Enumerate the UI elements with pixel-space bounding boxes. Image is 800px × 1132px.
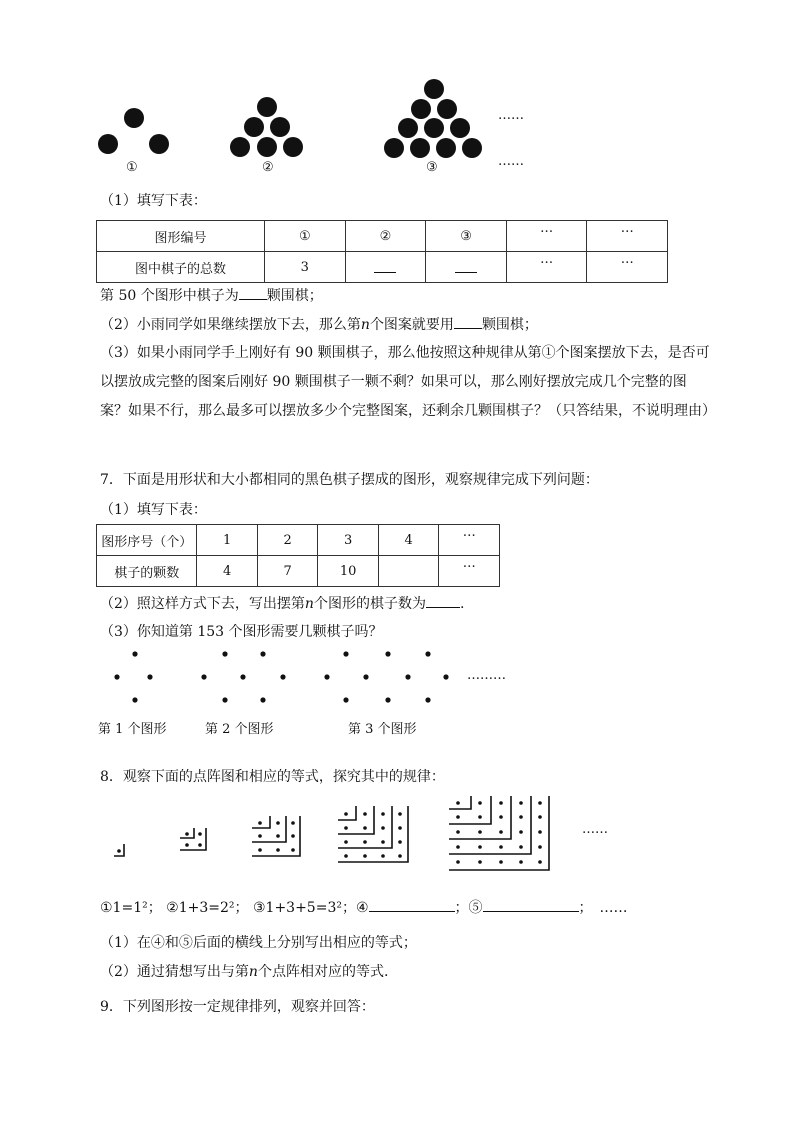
table-row xyxy=(97,525,500,556)
lattice-figure-3 xyxy=(248,814,306,860)
table-header-cell: 图形序号（个） xyxy=(97,525,197,556)
table-cell: ② xyxy=(345,221,426,252)
dot xyxy=(478,830,482,834)
q6-line-50 xyxy=(100,285,323,306)
q7-table xyxy=(96,524,500,587)
q6-part2 xyxy=(100,314,538,335)
table-header-cell: 图中棋子的总数 xyxy=(97,252,265,283)
dot xyxy=(363,812,367,816)
dot xyxy=(117,849,121,853)
q6-part1-label: （1）填写下表： xyxy=(100,193,207,209)
q8-equations xyxy=(100,897,628,918)
equation-4-label: ④ xyxy=(355,900,369,916)
ellipsis-bottom: …… xyxy=(498,154,524,169)
table-cell: 4 xyxy=(197,556,257,587)
answer-blank[interactable] xyxy=(454,314,482,329)
dot xyxy=(499,801,503,805)
dot xyxy=(398,854,402,858)
go-stone xyxy=(230,137,250,157)
dot xyxy=(222,651,227,656)
dot xyxy=(258,848,262,852)
dot-figure-label-1: 第 1 个图形 xyxy=(98,722,167,737)
table-cell: 7 xyxy=(257,556,317,587)
equation-2: ②1+3=2²； xyxy=(166,900,249,916)
dot xyxy=(276,834,280,838)
figure-label-3: ③ xyxy=(426,160,438,175)
dot xyxy=(456,830,460,834)
dot-figure-1 xyxy=(110,648,160,708)
table-header-cell: 棋子的颗数 xyxy=(97,556,197,587)
dot xyxy=(132,697,137,702)
dot xyxy=(114,674,119,679)
q6-part2-pre: （2）小雨同学如果继续摆放下去，那么第 xyxy=(100,317,361,333)
q6-part2-mid: 个图案就要用 xyxy=(369,317,454,333)
answer-blank[interactable] xyxy=(426,593,460,608)
dot xyxy=(381,826,385,830)
dot xyxy=(425,697,430,702)
dot-figure-label-3: 第 3 个图形 xyxy=(348,722,417,737)
dot xyxy=(363,840,367,844)
dot xyxy=(344,854,348,858)
equation-1: ①1=1²； xyxy=(100,900,162,916)
dot xyxy=(456,845,460,849)
dot xyxy=(456,801,460,805)
dot xyxy=(258,834,262,838)
q9-title: 9．下列图形按一定规律排列，观察并回答： xyxy=(100,999,375,1015)
dot xyxy=(456,815,460,819)
table-cell: ③ xyxy=(426,221,507,252)
dot xyxy=(363,854,367,858)
dot xyxy=(344,826,348,830)
dot xyxy=(198,832,202,836)
q8-title: 8．观察下面的点阵图和相应的等式，探究其中的规律： xyxy=(100,769,445,785)
answer-blank[interactable] xyxy=(239,285,267,300)
go-stone xyxy=(257,97,277,117)
dot xyxy=(201,674,206,679)
q8-part2-post: 个点阵相对应的等式. xyxy=(257,964,389,980)
equation-5-blank[interactable] xyxy=(483,897,579,912)
dot-figure-2 xyxy=(197,648,292,708)
q6-part2-post: 颗围棋； xyxy=(481,317,538,333)
dot xyxy=(363,826,367,830)
variable-n: n xyxy=(360,317,370,333)
q7-part3: （3）你知道第 153 个图形需要几颗棋子吗？ xyxy=(100,624,383,640)
q7-title: 7．下面是用形状和大小都相同的黑色棋子摆成的图形，观察规律完成下列问题： xyxy=(100,472,599,488)
go-stone xyxy=(450,118,470,138)
q6-part3: （3）如果小雨同学手上刚好有 90 颗围棋子，那么他按照这种规律从第①个图案摆放下去，是否可以摆放成完整的图案后刚好 90 颗围棋子一颗不剩？如果可以，那么刚好摆放完成几个完整的图案？如果不行，那么最多可以摆放多少个完整图案，还剩余几颗围棋子？（只答结果，不说明理由） xyxy=(100,345,716,419)
equation-3: ③1+3+5=3²； xyxy=(252,900,356,916)
dot xyxy=(291,821,295,825)
go-stone xyxy=(257,137,277,157)
go-stone xyxy=(124,108,144,128)
table-header-cell: 图形编号 xyxy=(97,221,265,252)
dot xyxy=(291,834,295,838)
dot xyxy=(499,815,503,819)
figure-label-2: ② xyxy=(262,160,274,175)
q7-part2 xyxy=(100,593,464,614)
q6-line-50-post: 颗围棋； xyxy=(266,288,323,304)
go-stone xyxy=(384,138,404,158)
lattice-figure-5 xyxy=(445,794,555,874)
dot xyxy=(538,845,542,849)
q7-part1-label: （1）填写下表： xyxy=(100,502,207,518)
dot xyxy=(385,651,390,656)
q6-line-50-pre: 第 50 个图形中棋子为 xyxy=(100,288,239,304)
dot xyxy=(398,840,402,844)
dot xyxy=(405,674,410,679)
dot xyxy=(478,801,482,805)
dot xyxy=(538,860,542,864)
lattice-figure-4 xyxy=(334,804,414,866)
dot xyxy=(260,651,265,656)
table-cell-blank[interactable] xyxy=(378,556,438,587)
go-stone-figure-1 xyxy=(95,100,175,160)
table-cell: … xyxy=(439,525,500,556)
go-stone xyxy=(283,137,303,157)
go-stone xyxy=(244,117,264,137)
q7-part2-pre: （2）照这样方式下去，写出摆第 xyxy=(100,596,305,612)
dot xyxy=(132,651,137,656)
dot xyxy=(381,812,385,816)
dot xyxy=(343,651,348,656)
dot xyxy=(185,832,189,836)
dot xyxy=(456,860,460,864)
dot xyxy=(499,830,503,834)
table-cell-blank[interactable] xyxy=(345,252,426,283)
table-cell: 1 xyxy=(197,525,257,556)
table-cell: ① xyxy=(265,221,346,252)
ellipsis: ……… xyxy=(467,668,506,683)
table-row xyxy=(97,556,500,587)
q8-part2 xyxy=(100,962,388,982)
go-stone xyxy=(424,118,444,138)
dot xyxy=(276,848,280,852)
variable-n: n xyxy=(304,596,314,612)
dot xyxy=(344,812,348,816)
go-stone xyxy=(436,138,456,158)
table-row xyxy=(97,221,668,252)
go-stone-figure-3 xyxy=(378,78,490,162)
table-cell: 3 xyxy=(265,252,346,283)
dot xyxy=(185,843,189,847)
go-stone-figure-2 xyxy=(225,96,305,162)
q8-part1: （1）在④和⑤后面的横线上分别写出相应的等式； xyxy=(100,935,417,951)
dot xyxy=(519,801,523,805)
equation-5-label: ；⑤ xyxy=(454,900,483,916)
table-row xyxy=(97,252,668,283)
dot xyxy=(385,697,390,702)
dot xyxy=(478,845,482,849)
dot xyxy=(519,815,523,819)
dot xyxy=(324,674,329,679)
dot xyxy=(280,674,285,679)
q7-part2-end: . xyxy=(459,596,465,612)
go-stone xyxy=(270,117,290,137)
table-cell: 4 xyxy=(378,525,438,556)
dot xyxy=(258,821,262,825)
dot xyxy=(478,860,482,864)
table-cell: 10 xyxy=(318,556,379,587)
equation-ellipsis: ； …… xyxy=(578,900,628,916)
go-stone xyxy=(410,138,430,158)
dot xyxy=(478,815,482,819)
dot-figure-3 xyxy=(322,648,452,708)
go-stone xyxy=(98,134,118,154)
dot xyxy=(147,674,152,679)
dot xyxy=(519,845,523,849)
q8-part2-pre: （2）通过猜想写出与第 xyxy=(100,964,249,980)
lattice-figure-1 xyxy=(110,840,130,862)
dot xyxy=(519,830,523,834)
figure-label-1: ① xyxy=(126,160,138,175)
q6-table xyxy=(96,220,668,283)
dot xyxy=(276,821,280,825)
dot xyxy=(344,840,348,844)
dot xyxy=(519,860,523,864)
dot xyxy=(398,826,402,830)
dot xyxy=(398,812,402,816)
dot xyxy=(260,697,265,702)
table-cell-blank[interactable] xyxy=(426,252,507,283)
table-cell: … xyxy=(506,252,587,283)
dot xyxy=(538,815,542,819)
dot-figure-label-2: 第 2 个图形 xyxy=(205,722,274,737)
table-cell: 3 xyxy=(318,525,379,556)
dot xyxy=(499,860,503,864)
go-stone xyxy=(437,99,457,119)
dot xyxy=(198,843,202,847)
dot xyxy=(381,840,385,844)
table-cell: … xyxy=(506,221,587,252)
table-cell: 2 xyxy=(257,525,317,556)
dot xyxy=(240,674,245,679)
dot xyxy=(499,845,503,849)
ellipsis-top: …… xyxy=(498,108,524,123)
ellipsis: …… xyxy=(582,822,608,837)
dot xyxy=(343,697,348,702)
equation-4-blank[interactable] xyxy=(369,897,455,912)
dot xyxy=(425,651,430,656)
lattice-figure-2 xyxy=(176,826,212,856)
go-stone xyxy=(398,118,418,138)
dot xyxy=(381,854,385,858)
dot xyxy=(363,674,368,679)
variable-n: n xyxy=(248,964,258,980)
table-cell: … xyxy=(587,252,668,283)
go-stone xyxy=(424,79,444,99)
q7-part2-post: 个图形的棋子数为 xyxy=(313,596,426,612)
go-stone xyxy=(411,99,431,119)
dot xyxy=(443,674,448,679)
dot xyxy=(538,830,542,834)
table-cell: … xyxy=(439,556,500,587)
table-cell: … xyxy=(587,221,668,252)
dot xyxy=(222,697,227,702)
go-stone xyxy=(462,138,482,158)
go-stone xyxy=(149,134,169,154)
dot xyxy=(538,801,542,805)
dot xyxy=(291,848,295,852)
